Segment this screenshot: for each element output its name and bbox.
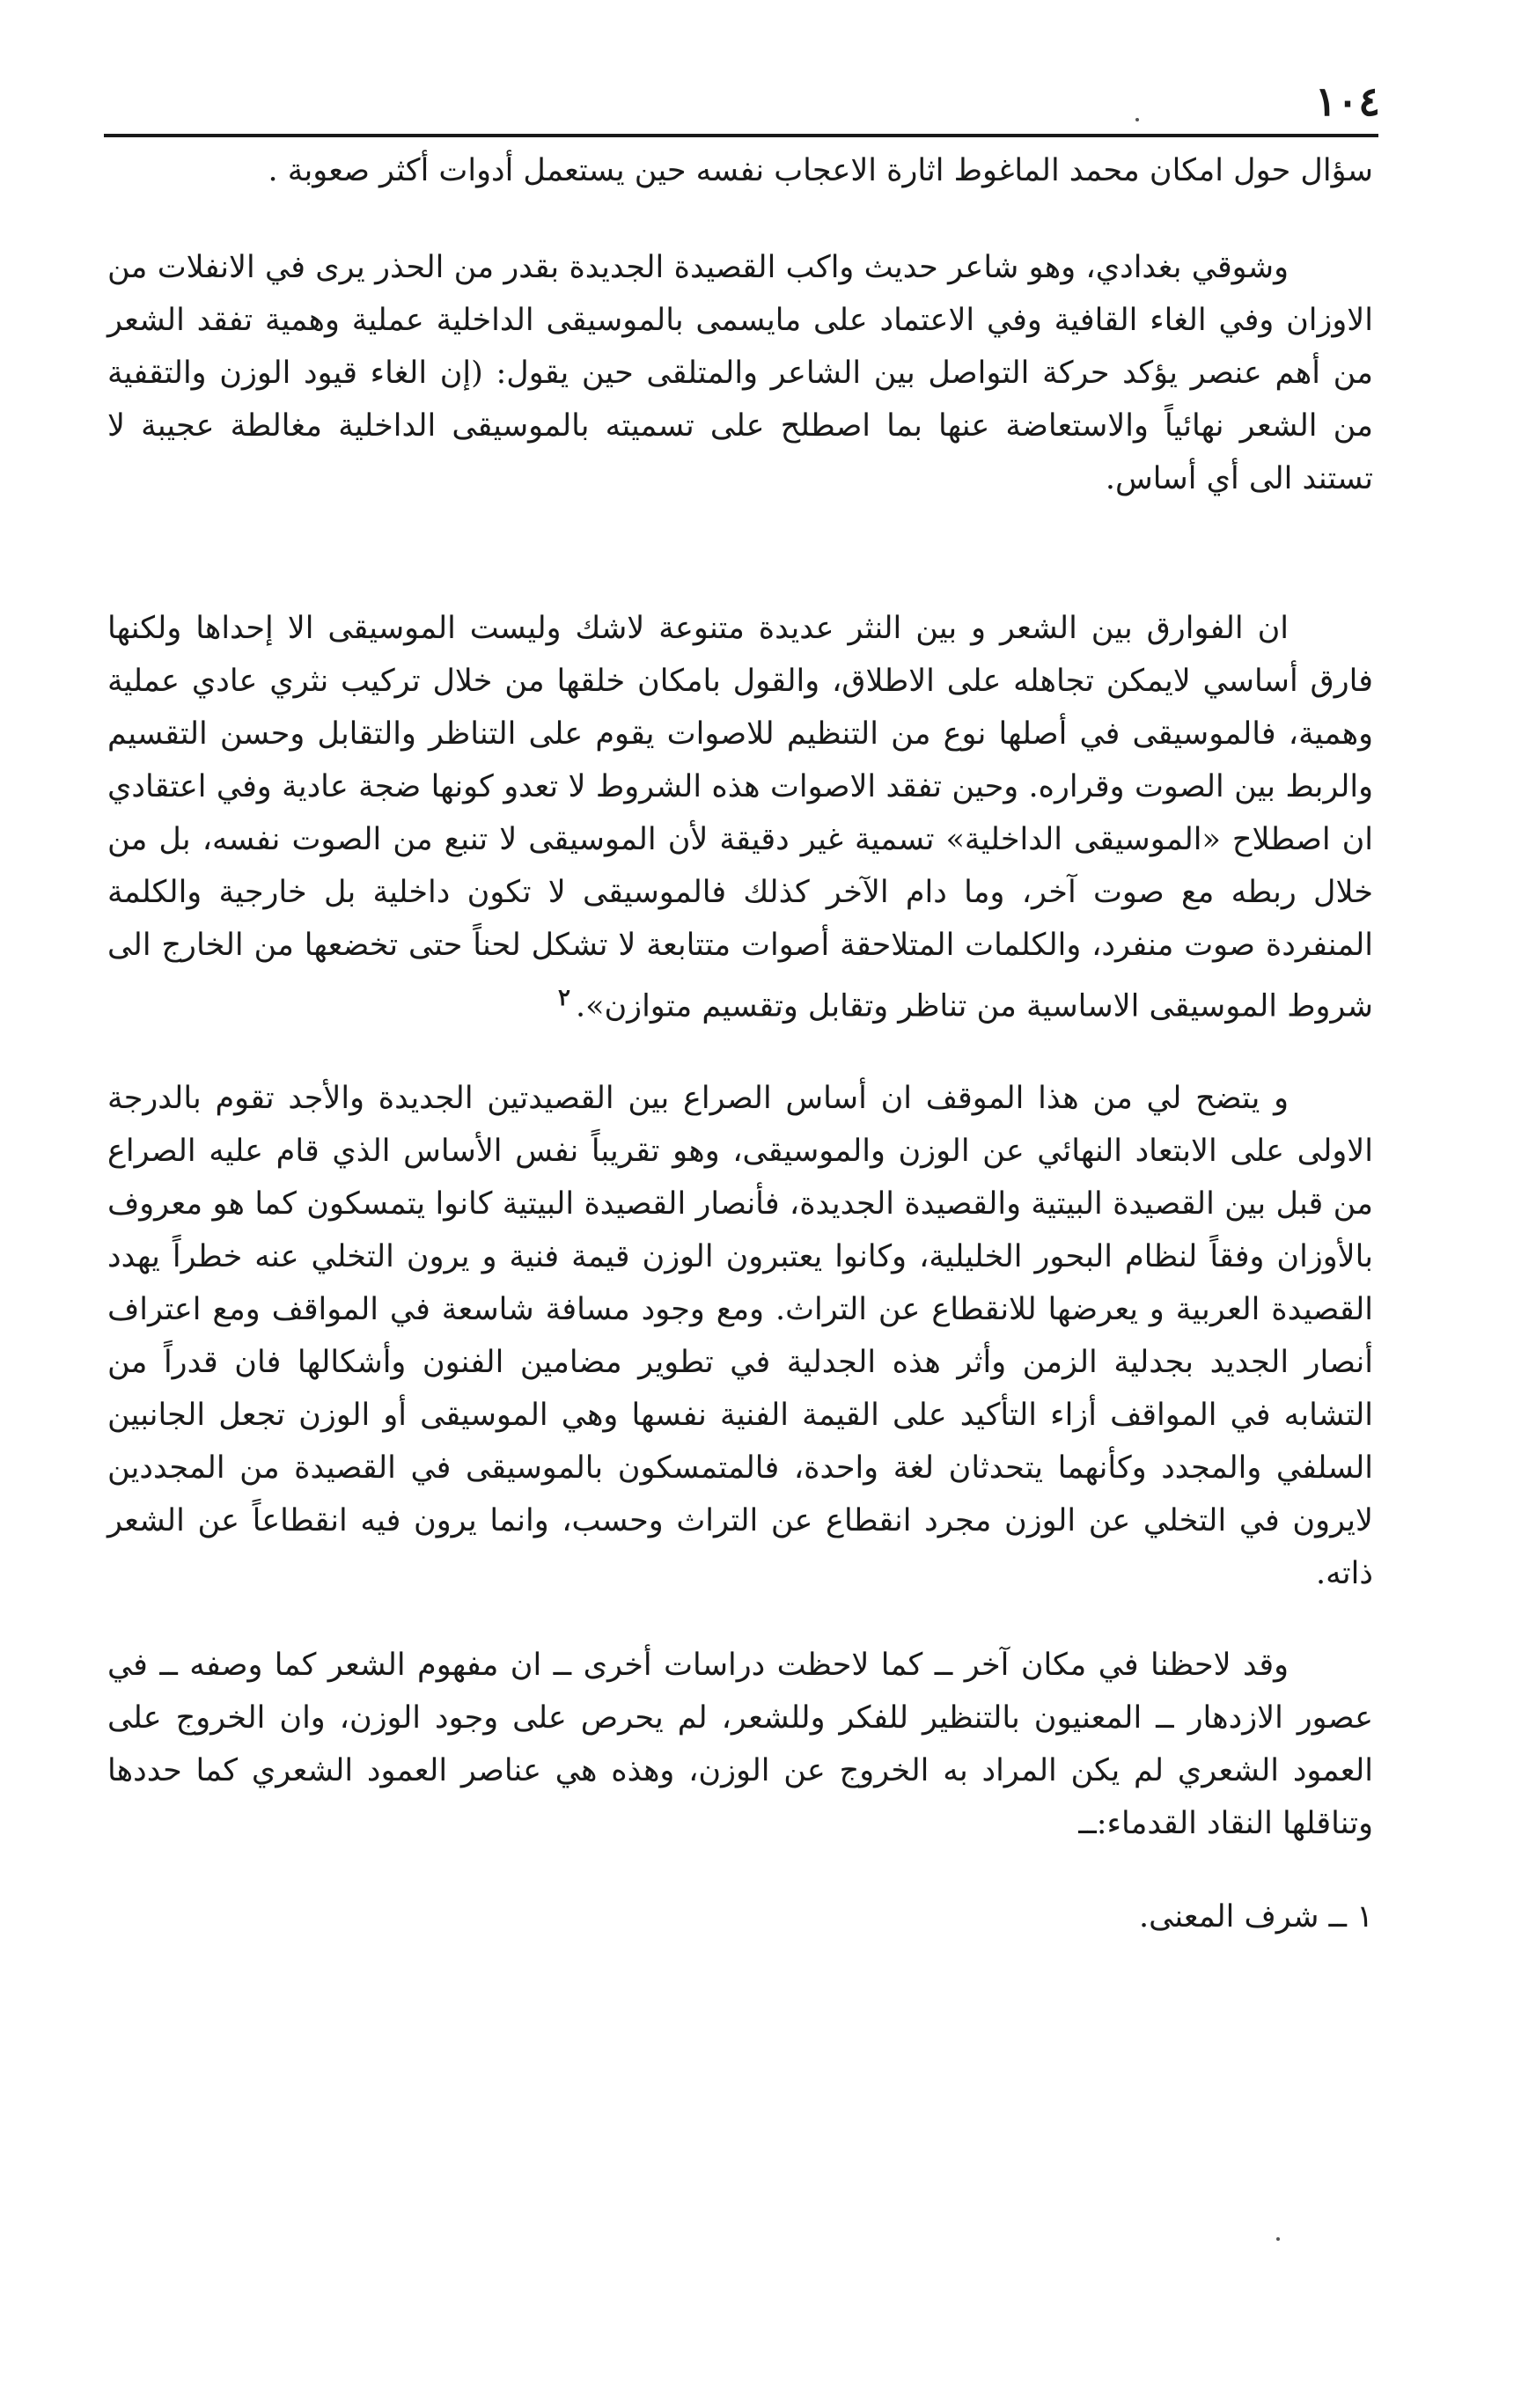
- header-rule: [104, 134, 1378, 137]
- list-item-1: ١ ــ شرف المعنى.: [1139, 1898, 1373, 1934]
- paragraph-2: وشوقي بغدادي، وهو شاعر حديث واكب القصيدة الجديدة بقدر من الحذر يرى في الانفلات من الاوزان وفي الغاء القافية وفي الاعتماد على مايسمى بالموسيقى الداخلية عملية وهمية تفقد الشعر من أهم عنصر يؤكد حركة التواصل بين الشاعر والمتلقى حين يقول: (إن الغاء قيود الوزن والتقفية من الشعر نهائياً والاستعاضة عنها بما اصطلح على تسميته بالموسيقى الداخلية مغالطة عجيبة لا تستند الى أي أساس.: [107, 250, 1373, 496]
- paragraph-5: وقد لاحظنا في مكان آخر ــ كما لاحظت دراسات أخرى ــ ان مفهوم الشعر كما وصفه ــ في عصور الازدهار ــ المعنيون بالتنظير للفكر وللشعر، لم يحرص على وجود الوزن، وان الخروج على العمود الشعري لم يكن المراد به الخروج عن الوزن، وهذه هي عناصر العمود الشعري كما حددها وتناقلها النقاد القدماء:ــ: [107, 1647, 1373, 1841]
- page-number: ١٠٤: [1314, 77, 1380, 125]
- footnote-marker: ٢: [557, 985, 570, 1011]
- scan-speck: [1276, 2237, 1280, 2241]
- scan-speck: [1135, 118, 1139, 121]
- paragraph-3-quote: [107, 602, 1373, 1033]
- paragraph-1: سؤال حول امكان محمد الماغوط اثارة الاعجاب نفسه حين يستعمل أدوات أكثر صعوبة .: [268, 153, 1373, 188]
- paragraph-4: و يتضح لي من هذا الموقف ان أساس الصراع بين القصيدتين الجديدة والأجد تقوم بالدرجة الاولى على الابتعاد النهائي عن الوزن والموسيقى، وهو تقريباً نفس الأساس الذي قام عليه الصراع من قبل بين القصيدة البيتية والقصيدة الجديدة، فأنصار القصيدة البيتية كانوا يتمسكون كما هو معروف بالأوزان وفقاً لنظام البحور الخليلية، وكانوا يعتبرون الوزن قيمة فنية و يرون التخلي عنه خطراً يهدد القصيدة العربية و يعرضها للانقطاع عن التراث. ومع وجود مسافة شاسعة في المواقف ومع اعتراف أنصار الجديد بجدلية الزمن وأثر هذه الجدلية في تطوير مضامين الفنون وأشكالها فان قدراً من التشابه في المواقف أزاء التأكيد على القيمة الفنية نفسها وهي الموسيقى أو الوزن تجعل الجانبين السلفي والمجدد وكأنهما يتحدثان لغة واحدة، فالمتمسكون بالموسيقى في القصيدة من المجددين لايرون في التخلي عن الوزن مجرد انقطاع عن التراث وحسب، وانما يرون فيه انقطاعاً عن الشعر ذاته.: [107, 1080, 1373, 1591]
- text-body: [107, 141, 1373, 1943]
- paragraph-3-text: ان الفوارق بين الشعر و بين النثر عديدة متنوعة لاشك وليست الموسيقى الا إحداها ولكنها فارق أساسي لايمكن تجاهله على الاطلاق، والقول بامكان خلقها من خلال تركيب نثري عادي عملية وهمية، فالموسيقى في أصلها نوع من التنظيم للاصوات يقوم على التناظر والتقابل وحسن التقسيم والربط بين الصوت وقراره. وحين تفقد الاصوات هذه الشروط لا تعدو كونها ضجة عادية وفي اعتقادي ان اصطلاح «الموسيقى الداخلية» تسمية غير دقيقة لأن الموسيقى لا تنبع من الصوت نفسه، بل من خلال ربطه مع صوت آخر، وما دام الآخر كذلك فالموسيقى لا تكون داخلية بل خارجية والكلمة المنفردة صوت منفرد، والكلمات المتلاحقة أصوات متتابعة لا تشكل لحناً حتى تخضعها من الخارج الى شروط الموسيقى الاساسية من تناظر وتقابل وتقسيم متوازن».: [107, 611, 1373, 1024]
